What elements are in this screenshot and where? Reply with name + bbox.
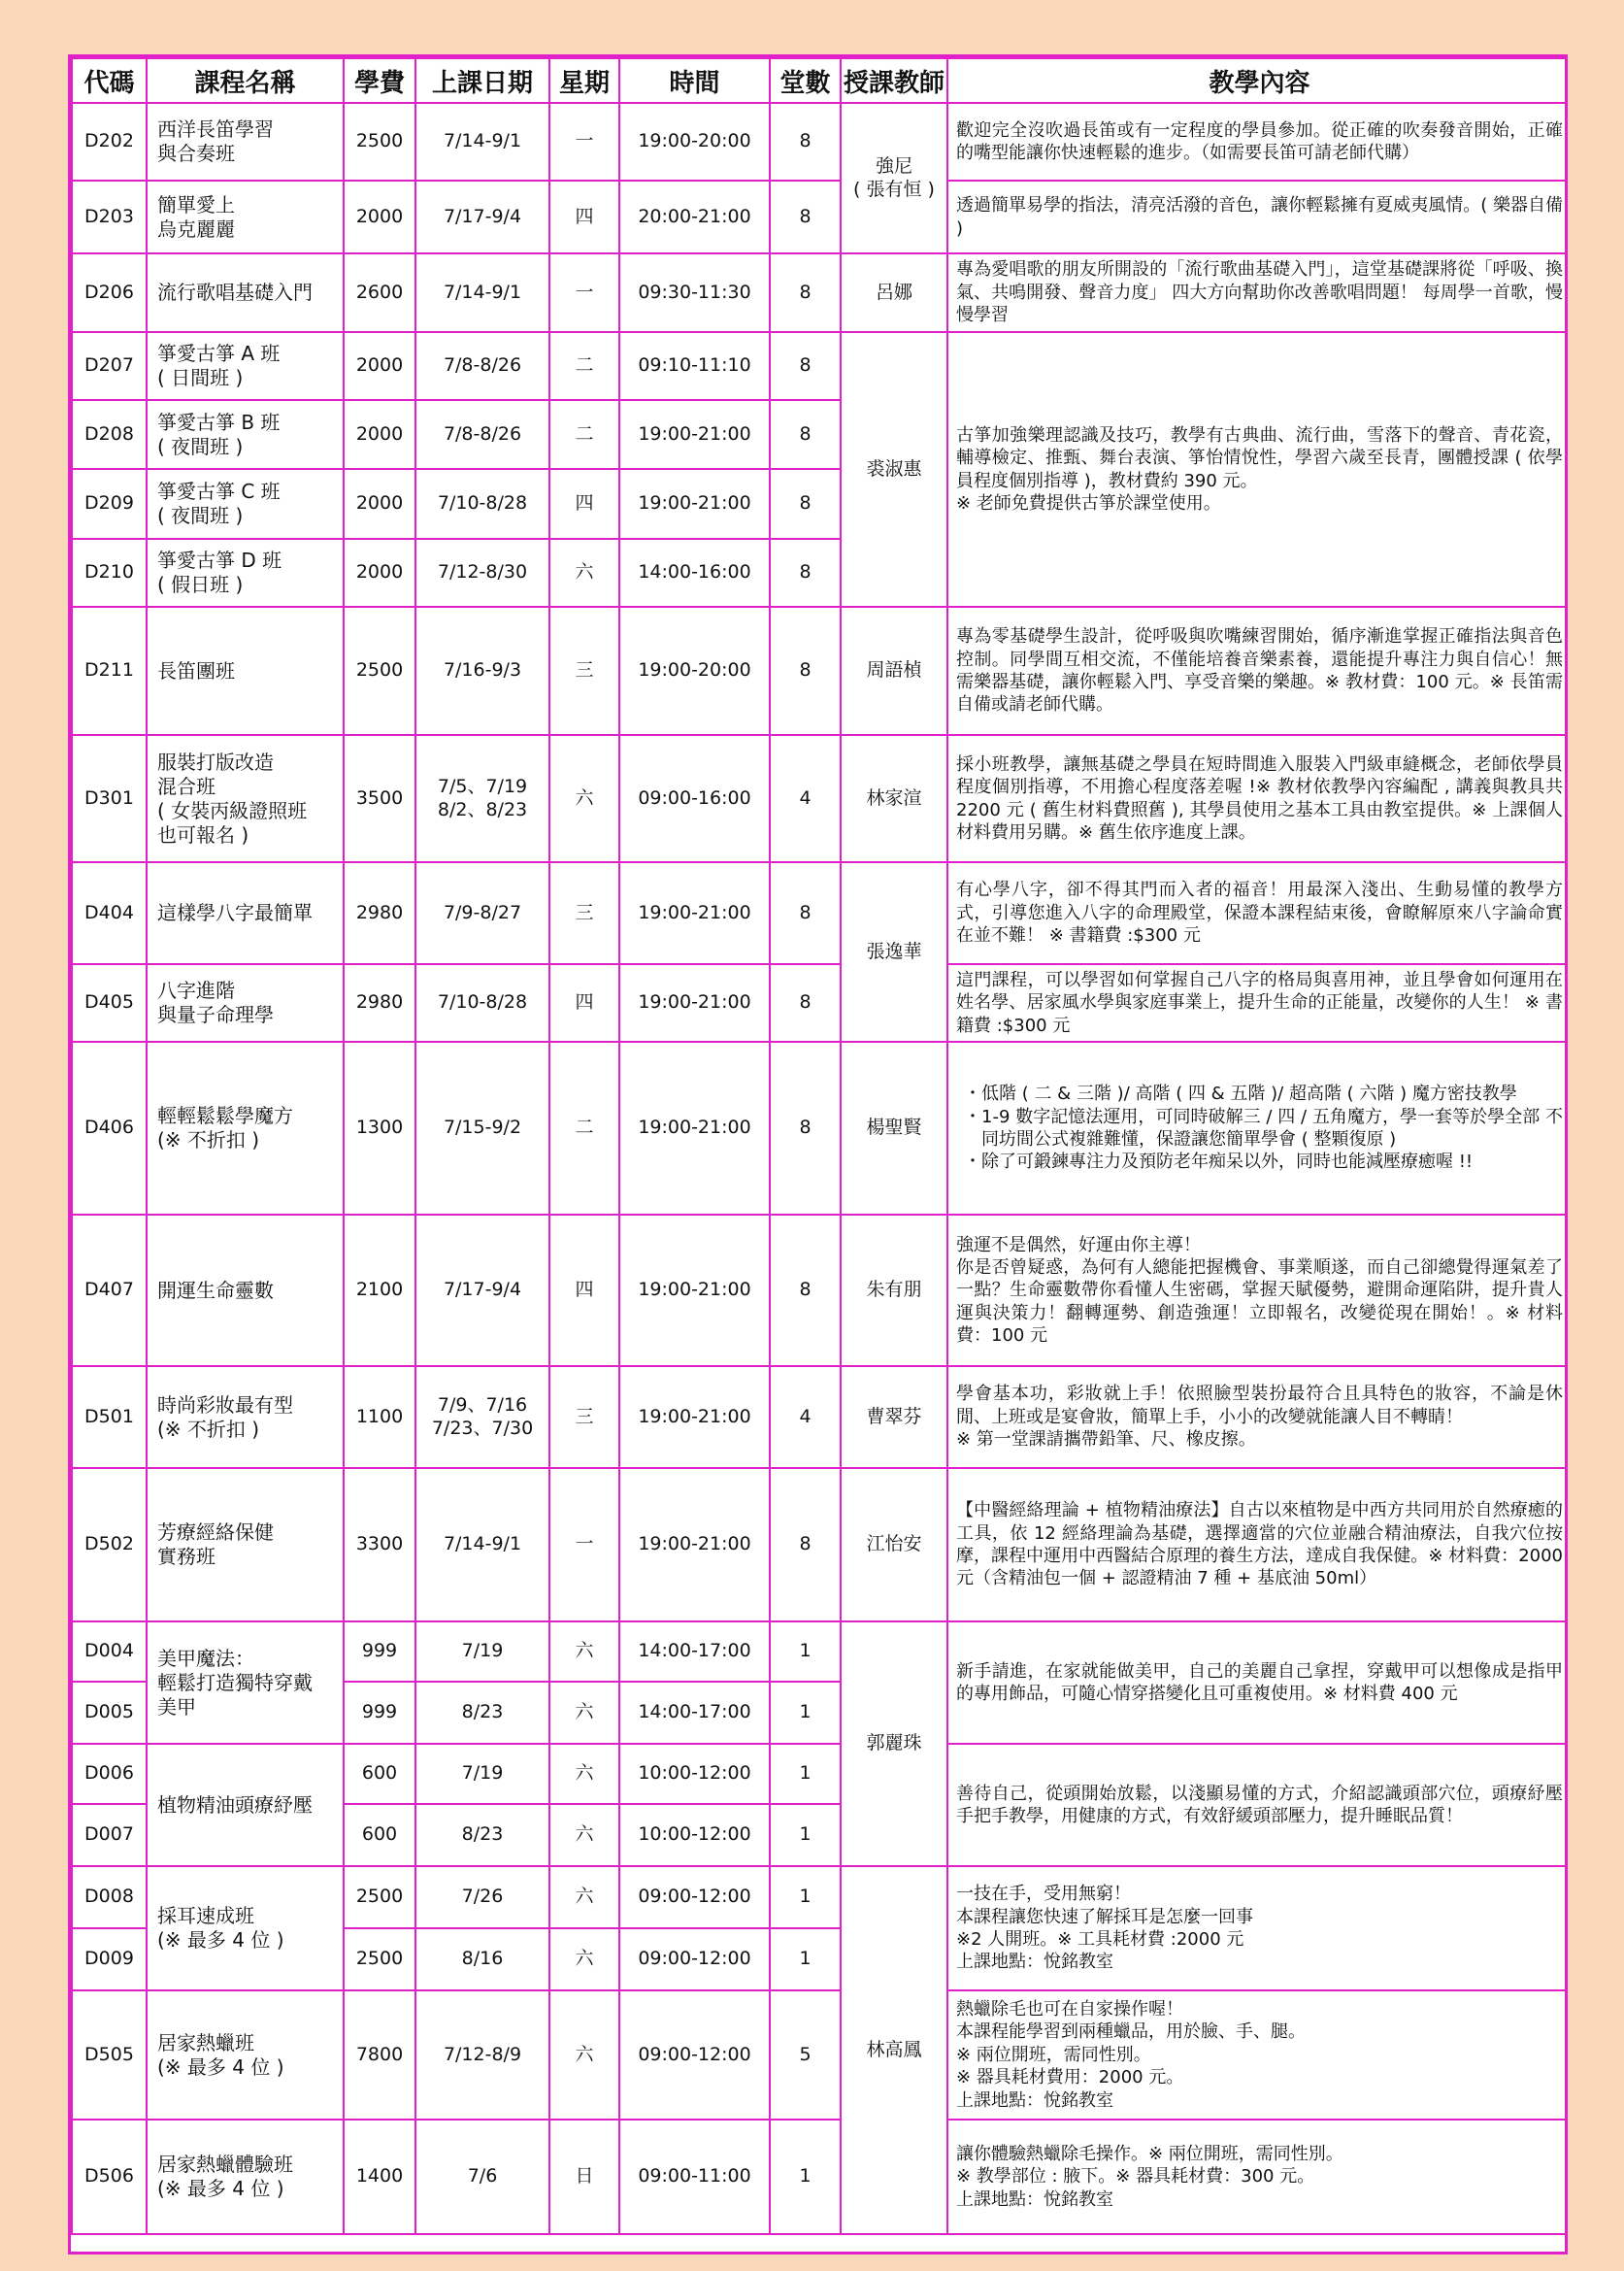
weekday-cell: 六 bbox=[549, 1804, 619, 1866]
dates-cell: 7/19 bbox=[415, 1621, 549, 1682]
weekday-cell: 一 bbox=[549, 103, 619, 181]
time-cell: 19:00-20:00 bbox=[619, 607, 770, 735]
sessions-cell: 8 bbox=[770, 1042, 841, 1215]
content-list bbox=[956, 1083, 1563, 1174]
fee-cell: 2980 bbox=[344, 964, 415, 1042]
header-fee: 學費 bbox=[344, 58, 415, 103]
fee-cell: 1400 bbox=[344, 2120, 415, 2234]
course-name: 長笛團班 bbox=[157, 658, 235, 683]
dates-cell: 7/14-9/1 bbox=[415, 1468, 549, 1621]
code-cell: D209 bbox=[72, 469, 147, 539]
course-name: 居家熱蠟體驗班 (※ 最多 4 位 ) bbox=[157, 2153, 293, 2200]
weekday-cell: 六 bbox=[549, 1621, 619, 1682]
dates-cell: 8/23 bbox=[415, 1682, 549, 1744]
course-content: 新手請進，在家就能做美甲，自己的美麗自己拿捏，穿戴甲可以想像成是指甲的專用飾品，可隨心情穿搭變化且可重複使用。※ 材料費 400 元 bbox=[947, 1621, 1568, 1744]
time-cell: 19:00-21:00 bbox=[619, 1468, 770, 1621]
teacher-name: 江怡安 bbox=[841, 1468, 947, 1621]
sessions-cell: 8 bbox=[770, 400, 841, 469]
course-schedule-sheet bbox=[68, 54, 1568, 2254]
course-content: 歡迎完全沒吹過長笛或有一定程度的學員參加。從正確的吹奏發音開始，正確的嘴型能讓你快速輕鬆的進步。（如需要長笛可請老師代購） bbox=[947, 103, 1568, 181]
table-row bbox=[72, 1866, 1568, 1928]
sessions-cell: 1 bbox=[770, 1928, 841, 1990]
time-cell: 19:00-21:00 bbox=[619, 1366, 770, 1468]
course-content: 學會基本功，彩妝就上手！依照臉型裝扮最符合且具特色的妝容，不論是休閒、上班或是宴會妝，簡單上手，小小的改變就能讓人目不轉睛！ ※ 第一堂課請攜帶鉛筆、尺、橡皮擦。 bbox=[956, 1384, 1563, 1451]
weekday-cell: 日 bbox=[549, 2120, 619, 2234]
course-content bbox=[947, 1042, 1568, 1215]
fee-cell: 2000 bbox=[344, 332, 415, 400]
weekday-cell: 六 bbox=[549, 1744, 619, 1804]
sessions-cell: 8 bbox=[770, 607, 841, 735]
weekday-cell: 二 bbox=[549, 400, 619, 469]
code-cell: D008 bbox=[72, 1866, 147, 1928]
fee-cell: 2500 bbox=[344, 103, 415, 181]
dates-cell: 7/14-9/1 bbox=[415, 253, 549, 332]
teacher-name: 曹翠芬 bbox=[841, 1366, 947, 1468]
weekday-cell: 四 bbox=[549, 1215, 619, 1366]
table-row bbox=[72, 1744, 1568, 1804]
code-cell: D404 bbox=[72, 862, 147, 964]
code-cell: D203 bbox=[72, 181, 147, 253]
code-cell: D405 bbox=[72, 964, 147, 1042]
course-name: 這樣學八字最簡單 bbox=[157, 901, 313, 924]
course-name: 芳療經絡保健 實務班 bbox=[157, 1520, 274, 1568]
sessions-cell: 1 bbox=[770, 1744, 841, 1804]
dates-cell: 8/16 bbox=[415, 1928, 549, 1990]
weekday-cell: 四 bbox=[549, 181, 619, 253]
course-name: 採耳速成班 (※ 最多 4 位 ) bbox=[157, 1904, 284, 1952]
fee-cell: 2000 bbox=[344, 181, 415, 253]
course-content: 一技在手，受用無窮！ 本課程讓您快速了解採耳是怎麼一回事 ※2 人開班。※ 工具耗材費 :2000 元 上課地點：悅銘教室 bbox=[956, 1884, 1253, 1973]
fee-cell: 2000 bbox=[344, 539, 415, 607]
header-content: 教學內容 bbox=[947, 58, 1568, 103]
code-cell: D506 bbox=[72, 2120, 147, 2234]
fee-cell: 3300 bbox=[344, 1468, 415, 1621]
teacher-name: 裘淑惠 bbox=[841, 332, 947, 607]
teacher-name: 林高鳳 bbox=[841, 1866, 947, 2234]
sessions-cell: 5 bbox=[770, 1990, 841, 2120]
fee-cell: 2500 bbox=[344, 1928, 415, 1990]
sessions-cell: 8 bbox=[770, 253, 841, 332]
time-cell: 19:00-21:00 bbox=[619, 1215, 770, 1366]
list-item: ・ 除了可鍛鍊專注力及預防老年痴呆以外，同時也能減壓療癒喔 !! bbox=[981, 1151, 1563, 1173]
time-cell: 14:00-17:00 bbox=[619, 1621, 770, 1682]
course-name: 美甲魔法： 輕鬆打造獨特穿戴 美甲 bbox=[157, 1646, 313, 1719]
fee-cell: 3500 bbox=[344, 735, 415, 862]
table-row bbox=[72, 103, 1568, 181]
code-cell: D004 bbox=[72, 1621, 147, 1682]
time-cell: 09:30-11:30 bbox=[619, 253, 770, 332]
course-content: 善待自己，從頭開始放鬆，以淺顯易懂的方式，介紹認識頭部穴位，頭療紓壓手把手教學，用健康的方式，有效舒緩頭部壓力，提升睡眠品質！ bbox=[947, 1744, 1568, 1866]
teacher-name: 朱有朋 bbox=[841, 1215, 947, 1366]
teacher-name: 呂娜 bbox=[841, 253, 947, 332]
course-content: 專為零基礎學生設計，從呼吸與吹嘴練習開始，循序漸進掌握正確指法與音色控制。同學間互相交流，不僅能培養音樂素養，還能提升專注力與自信心！無需樂器基礎，讓你輕鬆入門、享受音樂的樂趣。※ 教材費：100 元。※ 長笛需自備或請老師代購。 bbox=[947, 607, 1568, 735]
table-row bbox=[72, 181, 1568, 253]
teacher-name: 強尼 ( 張有恒 ) bbox=[853, 154, 935, 200]
course-name: 流行歌唱基礎入門 bbox=[157, 281, 313, 304]
code-cell: D007 bbox=[72, 1804, 147, 1866]
dates-cell: 7/17-9/4 bbox=[415, 1215, 549, 1366]
dates-cell: 7/16-9/3 bbox=[415, 607, 549, 735]
header-course-name: 課程名稱 bbox=[147, 58, 344, 103]
time-cell: 19:00-20:00 bbox=[619, 103, 770, 181]
time-cell: 19:00-21:00 bbox=[619, 862, 770, 964]
course-content: 這門課程，可以學習如何掌握自己八字的格局與喜用神，並且學會如何運用在姓名學、居家風水學與家庭事業上，提升生命的正能量，改變你的人生！ ※ 書籍費 :$300 元 bbox=[947, 964, 1568, 1042]
table-row bbox=[72, 607, 1568, 735]
table-row bbox=[72, 964, 1568, 1042]
course-content: 有心學八字，卻不得其門而入者的福音！用最深入淺出、生動易懂的教學方式，引導您進入八字的命理殿堂，保證本課程結束後，會瞭解原來八字論命實在並不難！ ※ 書籍費 :$300 元 bbox=[947, 862, 1568, 964]
list-item: ・ 1-9 數字記憶法運用，可同時破解三 / 四 / 五角魔方，學一套等於學全部 不同坊間公式複雜難懂，保證讓您簡單學會 ( 整顆復原 ) bbox=[981, 1106, 1563, 1152]
course-name: 時尚彩妝最有型 (※ 不折扣 ) bbox=[157, 1392, 293, 1441]
teacher-name: 周語楨 bbox=[841, 607, 947, 735]
course-content: 古箏加強樂理認識及技巧，教學有古典曲、流行曲，雪落下的聲音、青花瓷，輔導檢定、推甄、舞台表演、箏怡情悅性，學習六歲至長青，團體授課 ( 依學員程度個別指導 )，教材費約 390 元。 ※ 老師免費提供古箏於課堂使用。 bbox=[956, 424, 1563, 514]
header-sessions: 堂數 bbox=[770, 58, 841, 103]
course-name: 箏愛古箏 C 班 ( 夜間班 ) bbox=[157, 480, 281, 527]
course-name: 植物精油頭療紓壓 bbox=[157, 1792, 313, 1817]
table-row bbox=[72, 1042, 1568, 1215]
dates-cell: 7/6 bbox=[415, 2120, 549, 2234]
code-cell: D009 bbox=[72, 1928, 147, 1990]
table-row bbox=[72, 1621, 1568, 1682]
sessions-cell: 8 bbox=[770, 103, 841, 181]
code-cell: D207 bbox=[72, 332, 147, 400]
table-row bbox=[72, 862, 1568, 964]
code-cell: D407 bbox=[72, 1215, 147, 1366]
dates-cell: 7/17-9/4 bbox=[415, 181, 549, 253]
weekday-cell: 一 bbox=[549, 253, 619, 332]
code-cell: D211 bbox=[72, 607, 147, 735]
weekday-cell: 三 bbox=[549, 1366, 619, 1468]
teacher-name: 郭麗珠 bbox=[841, 1621, 947, 1866]
weekday-cell: 六 bbox=[549, 1928, 619, 1990]
course-table bbox=[71, 57, 1568, 2235]
code-cell: D006 bbox=[72, 1744, 147, 1804]
header-time: 時間 bbox=[619, 58, 770, 103]
dates-cell: 7/12-8/9 bbox=[415, 1990, 549, 2120]
teacher-name: 林家渲 bbox=[841, 735, 947, 862]
sessions-cell: 4 bbox=[770, 735, 841, 862]
sessions-cell: 8 bbox=[770, 862, 841, 964]
header-code: 代碼 bbox=[72, 58, 147, 103]
sessions-cell: 8 bbox=[770, 1468, 841, 1621]
code-cell: D210 bbox=[72, 539, 147, 607]
header-dates: 上課日期 bbox=[415, 58, 549, 103]
fee-cell: 999 bbox=[344, 1682, 415, 1744]
sessions-cell: 8 bbox=[770, 181, 841, 253]
table-row bbox=[72, 2120, 1568, 2234]
sessions-cell: 8 bbox=[770, 332, 841, 400]
fee-cell: 2980 bbox=[344, 862, 415, 964]
fee-cell: 600 bbox=[344, 1744, 415, 1804]
code-cell: D005 bbox=[72, 1682, 147, 1744]
weekday-cell: 一 bbox=[549, 1468, 619, 1621]
course-name: 箏愛古箏 B 班 ( 夜間班 ) bbox=[157, 410, 281, 458]
code-cell: D505 bbox=[72, 1990, 147, 2120]
time-cell: 09:00-16:00 bbox=[619, 735, 770, 862]
time-cell: 19:00-21:00 bbox=[619, 964, 770, 1042]
fee-cell: 1100 bbox=[344, 1366, 415, 1468]
fee-cell: 2100 bbox=[344, 1215, 415, 1366]
course-name: 輕輕鬆鬆學魔方 (※ 不折扣 ) bbox=[157, 1104, 293, 1152]
code-cell: D501 bbox=[72, 1366, 147, 1468]
weekday-cell: 六 bbox=[549, 735, 619, 862]
dates-cell: 7/9-8/27 bbox=[415, 862, 549, 964]
table-row bbox=[72, 1366, 1568, 1468]
time-cell: 14:00-16:00 bbox=[619, 539, 770, 607]
fee-cell: 2500 bbox=[344, 607, 415, 735]
table-row bbox=[72, 1468, 1568, 1621]
time-cell: 09:10-11:10 bbox=[619, 332, 770, 400]
course-content: 採小班教學，讓無基礎之學員在短時間進入服裝入門級車縫概念，老師依學員程度個別指導，不用擔心程度落差喔 !※ 教材依教學內容編配 , 講義與教具共 2200 元 ( 舊生材料費照舊 ), 其學員使用之基本工具由教室提供。※ 上課個人材料費用另購。※ 舊生依序進度上課。 bbox=[947, 735, 1568, 862]
sessions-cell: 1 bbox=[770, 2120, 841, 2234]
course-content: 強運不是偶然，好運由你主導！ 你是否曾疑惑，為何有人總能把握機會、事業順遂，而自己卻總覺得運氣差了一點？生命靈數帶你看懂人生密碼，掌握天賦優勢，避開命運陷阱，提升貴人運與決策力！翻轉運勢、創造強運！立即報名，改變從現在開始！。※ 材料費：100 元 bbox=[956, 1234, 1563, 1347]
code-cell: D301 bbox=[72, 735, 147, 862]
sessions-cell: 4 bbox=[770, 1366, 841, 1468]
time-cell: 10:00-12:00 bbox=[619, 1804, 770, 1866]
dates-cell: 7/9、7/16 7/23、7/30 bbox=[431, 1393, 534, 1439]
header-teacher: 授課教師 bbox=[841, 58, 947, 103]
weekday-cell: 二 bbox=[549, 1042, 619, 1215]
weekday-cell: 四 bbox=[549, 469, 619, 539]
weekday-cell: 六 bbox=[549, 1682, 619, 1744]
time-cell: 19:00-21:00 bbox=[619, 1042, 770, 1215]
dates-cell: 7/8-8/26 bbox=[415, 332, 549, 400]
time-cell: 09:00-12:00 bbox=[619, 1866, 770, 1928]
sessions-cell: 1 bbox=[770, 1804, 841, 1866]
dates-cell: 7/26 bbox=[415, 1866, 549, 1928]
dates-cell: 7/15-9/2 bbox=[415, 1042, 549, 1215]
code-cell: D502 bbox=[72, 1468, 147, 1621]
code-cell: D206 bbox=[72, 253, 147, 332]
sessions-cell: 1 bbox=[770, 1866, 841, 1928]
weekday-cell: 三 bbox=[549, 607, 619, 735]
table-row bbox=[72, 332, 1568, 400]
course-name: 西洋長笛學習 與合奏班 bbox=[157, 117, 274, 165]
sessions-cell: 8 bbox=[770, 964, 841, 1042]
course-content: 熱蠟除毛也可在自家操作喔！ 本課程能學習到兩種蠟品，用於臉、手、腿。 ※ 兩位開班，需同性別。 ※ 器具耗材費用：2000 元。 上課地點：悅銘教室 bbox=[956, 1999, 1306, 2111]
code-cell: D208 bbox=[72, 400, 147, 469]
code-cell: D202 bbox=[72, 103, 147, 181]
course-name: 居家熱蠟班 (※ 最多 4 位 ) bbox=[157, 2030, 284, 2079]
time-cell: 14:00-17:00 bbox=[619, 1682, 770, 1744]
time-cell: 20:00-21:00 bbox=[619, 181, 770, 253]
dates-cell: 7/5、7/19 8/2、8/23 bbox=[437, 775, 528, 820]
sessions-cell: 1 bbox=[770, 1682, 841, 1744]
sessions-cell: 8 bbox=[770, 469, 841, 539]
fee-cell: 2500 bbox=[344, 1866, 415, 1928]
fee-cell: 999 bbox=[344, 1621, 415, 1682]
sessions-cell: 8 bbox=[770, 1215, 841, 1366]
weekday-cell: 六 bbox=[549, 539, 619, 607]
fee-cell: 2600 bbox=[344, 253, 415, 332]
course-content: 透過簡單易學的指法，清亮活潑的音色，讓你輕鬆擁有夏威夷風情。( 樂器自備 ) bbox=[947, 181, 1568, 253]
course-content: 讓你體驗熱蠟除毛操作。※ 兩位開班，需同性別。 ※ 教學部位 : 腋下。※ 器具耗材費：300 元。 上課地點：悅銘教室 bbox=[956, 2143, 1343, 2210]
course-name: 簡單愛上 烏克麗麗 bbox=[157, 192, 235, 241]
dates-cell: 7/14-9/1 bbox=[415, 103, 549, 181]
fee-cell: 7800 bbox=[344, 1990, 415, 2120]
dates-cell: 7/8-8/26 bbox=[415, 400, 549, 469]
course-name: 箏愛古箏 D 班 ( 假日班 ) bbox=[157, 549, 282, 596]
table-row bbox=[72, 1990, 1568, 2120]
table-row bbox=[72, 253, 1568, 332]
list-item: ・ 低階 ( 二 & 三階 )/ 高階 ( 四 & 五階 )/ 超高階 ( 六階 ) 魔方密技教學 bbox=[981, 1083, 1563, 1105]
dates-cell: 8/23 bbox=[415, 1804, 549, 1866]
course-name: 服裝打版改造 混合班 ( 女裝丙級證照班 也可報名 ) bbox=[157, 750, 308, 847]
time-cell: 09:00-12:00 bbox=[619, 1990, 770, 2120]
course-content: 專為愛唱歌的朋友所開設的「流行歌曲基礎入門」，這堂基礎課將從「呼吸、換氣、共鳴開發、聲音力度」 四大方向幫助你改善歌唱問題！ 每周學一首歌，慢慢學習 bbox=[947, 253, 1568, 332]
course-name: 八字進階 與量子命理學 bbox=[157, 979, 274, 1026]
dates-cell: 7/10-8/28 bbox=[415, 469, 549, 539]
table-row bbox=[72, 1215, 1568, 1366]
header-row bbox=[72, 58, 1568, 103]
teacher-name: 楊聖賢 bbox=[841, 1042, 947, 1215]
teacher-name: 張逸華 bbox=[841, 862, 947, 1042]
weekday-cell: 六 bbox=[549, 1866, 619, 1928]
time-cell: 09:00-12:00 bbox=[619, 1928, 770, 1990]
time-cell: 19:00-21:00 bbox=[619, 400, 770, 469]
header-weekday: 星期 bbox=[549, 58, 619, 103]
dates-cell: 7/19 bbox=[415, 1744, 549, 1804]
fee-cell: 1300 bbox=[344, 1042, 415, 1215]
course-name: 開運生命靈數 bbox=[157, 1278, 274, 1302]
fee-cell: 2000 bbox=[344, 469, 415, 539]
weekday-cell: 三 bbox=[549, 862, 619, 964]
weekday-cell: 四 bbox=[549, 964, 619, 1042]
dates-cell: 7/10-8/28 bbox=[415, 964, 549, 1042]
sessions-cell: 8 bbox=[770, 539, 841, 607]
fee-cell: 600 bbox=[344, 1804, 415, 1866]
table-row bbox=[72, 735, 1568, 862]
weekday-cell: 六 bbox=[549, 1990, 619, 2120]
code-cell: D406 bbox=[72, 1042, 147, 1215]
sessions-cell: 1 bbox=[770, 1621, 841, 1682]
fee-cell: 2000 bbox=[344, 400, 415, 469]
time-cell: 09:00-11:00 bbox=[619, 2120, 770, 2234]
dates-cell: 7/12-8/30 bbox=[415, 539, 549, 607]
course-content: 【中醫經絡理論 + 植物精油療法】自古以來植物是中西方共同用於自然療癒的工具，依 12 經絡理論為基礎，選擇適當的穴位並融合精油療法，自我穴位按摩，課程中運用中西醫結合原理的養生方法，達成自我保健。※ 材料費：2000 元（含精油包一個 + 認證精油 7 種 + 基底油 50ml） bbox=[947, 1468, 1568, 1621]
weekday-cell: 二 bbox=[549, 332, 619, 400]
time-cell: 10:00-12:00 bbox=[619, 1744, 770, 1804]
time-cell: 19:00-21:00 bbox=[619, 469, 770, 539]
course-name: 箏愛古箏 A 班 ( 日間班 ) bbox=[157, 342, 281, 389]
